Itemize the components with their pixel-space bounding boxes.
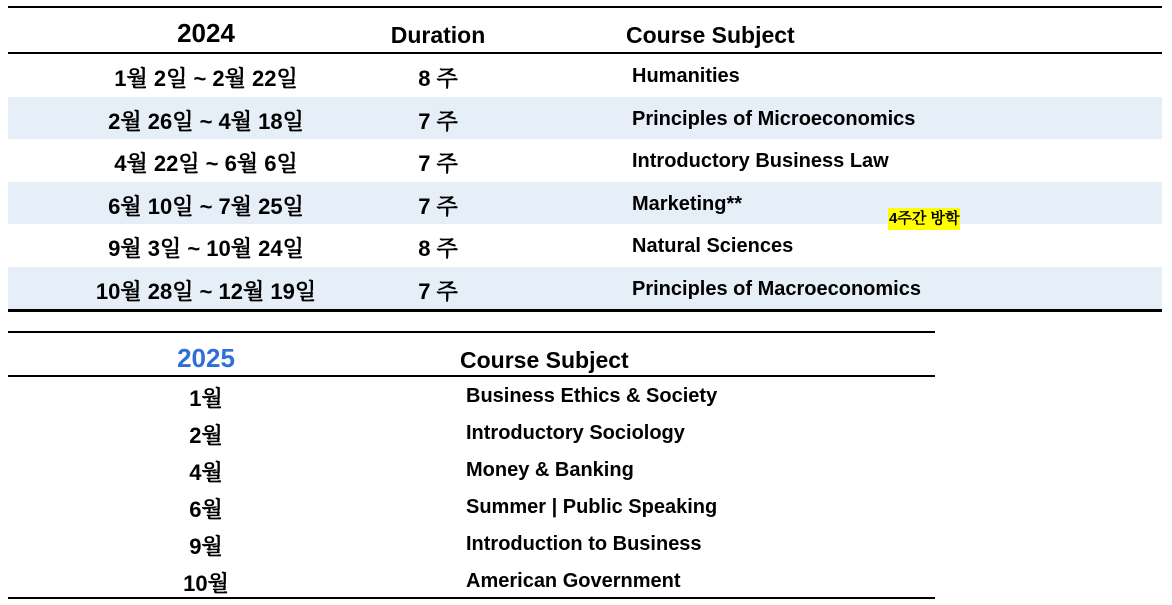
course-subject-header: Course Subject [460, 347, 629, 373]
year-header: 2025 [177, 343, 235, 373]
table-row [8, 488, 935, 525]
duration-cell: 7 주 [418, 278, 458, 304]
vacation-note: 4주간 방학 [888, 208, 960, 230]
duration-cell: 7 주 [418, 151, 458, 176]
table-row [8, 451, 935, 488]
date-range: 2월 26일 ~ 4월 18일 [108, 108, 304, 134]
schedule-table-2025 [8, 331, 935, 599]
course-subject-header: Course Subject [626, 22, 795, 48]
duration-cell: 7 주 [418, 193, 458, 219]
table-row [8, 525, 935, 562]
course-subject: Natural Sciences [632, 235, 794, 257]
date-range: 9월 3일 ~ 10월 24일 [108, 236, 304, 261]
month-cell: 10월 [183, 571, 229, 596]
course-subject: Introduction to Business [466, 533, 702, 555]
course-subject: Money & Banking [466, 459, 634, 481]
table-row [8, 377, 935, 414]
table-row [8, 182, 1162, 225]
schedule-table-2024 [8, 6, 1162, 312]
date-range: 10월 28일 ~ 12월 19일 [95, 278, 317, 304]
course-subject: Principles of Macroeconomics [632, 277, 921, 300]
table-header-2025 [8, 333, 935, 377]
table-row [8, 139, 1162, 182]
course-subject: Summer | Public Speaking [466, 496, 718, 518]
duration-cell: 7 주 [418, 108, 458, 134]
course-subject: Business Ethics & Society [466, 385, 718, 407]
duration-header: Duration [390, 22, 486, 48]
month-cell: 9월 [189, 534, 223, 559]
course-subject: Humanities [632, 65, 740, 87]
course-subject: Principles of Microeconomics [632, 107, 916, 130]
table-row [8, 224, 1162, 267]
course-subject: Introductory Sociology [466, 422, 685, 444]
month-cell: 6월 [189, 497, 223, 522]
year-header: 2024 [177, 18, 235, 48]
table-header-2024 [8, 8, 1162, 54]
table-row [8, 97, 1162, 140]
month-cell: 2월 [189, 423, 223, 448]
table-row [8, 267, 1162, 313]
table-row [8, 54, 1162, 97]
course-subject: American Government [466, 570, 681, 592]
course-subject: Marketing** [632, 192, 743, 215]
date-range: 4월 22일 ~ 6월 6일 [114, 151, 298, 176]
course-subject: Introductory Business Law [632, 150, 889, 172]
table-row [8, 562, 935, 599]
duration-cell: 8 주 [418, 236, 458, 261]
month-cell: 4월 [189, 460, 223, 485]
duration-cell: 8 주 [418, 66, 458, 91]
table-row [8, 414, 935, 451]
date-range: 1월 2일 ~ 2월 22일 [114, 66, 298, 91]
date-range: 6월 10일 ~ 7월 25일 [108, 193, 304, 219]
month-cell: 1월 [189, 386, 223, 411]
